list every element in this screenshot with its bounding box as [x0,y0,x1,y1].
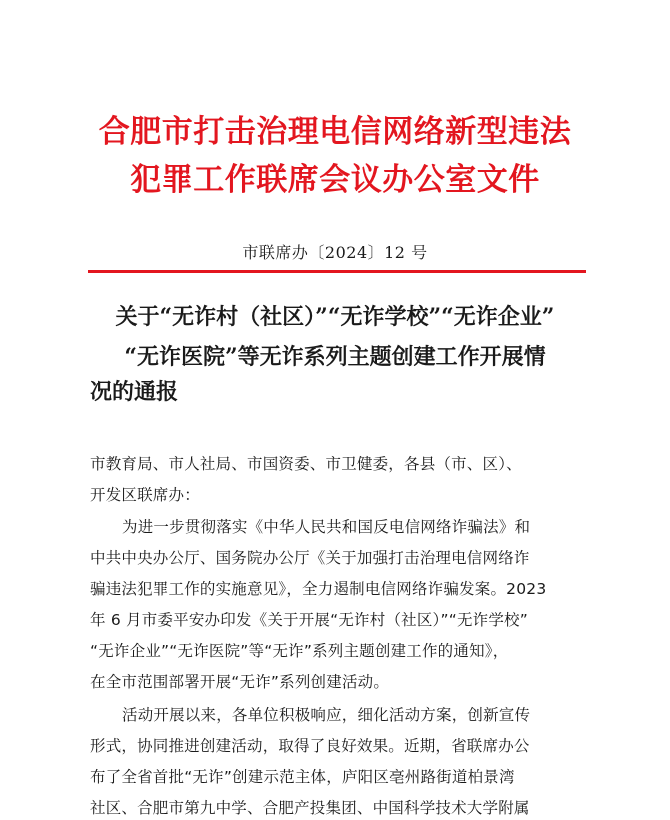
issuer-title-line-2: 犯罪工作联席会议办公室文件 [130,162,540,198]
body-line-p1-5: “无诈企业”“无诈医院”等“无诈”系列主题创建工作的通知》， [90,642,509,660]
body-line-p1-6: 在全市范围部署开展“无诈”系列创建活动。 [90,673,390,691]
body-line-p1-3: 骗违法犯罪工作的实施意见》，全力遏制电信网络诈骗发案。2023 [90,580,547,598]
document-title-line-2: “无诈医院”等无诈系列主题创建工作开展情 [124,344,546,370]
body-line-p1-2: 中共中央办公厅、国务院办公厅《关于加强打击治理电信网络诈 [90,549,530,567]
body-line-recipients-2: 开发区联席办： [90,486,200,504]
body-line-p2-4: 社区、合肥市第九中学、合肥产投集团、中国科学技术大学附属 [90,799,530,817]
body-line-p1-1: 为进一步贯彻落实《中华人民共和国反电信网络诈骗法》和 [122,518,531,536]
document-title-line-1: 关于“无诈村（社区）”“无诈学校”“无诈企业” [115,304,555,330]
issuer-title-line-1: 合肥市打击治理电信网络新型违法 [98,114,572,150]
red-divider-line [88,270,586,273]
document-number: 市联席办〔2024〕12 号 [242,243,428,262]
body-line-p1-4: 年 6 月市委平安办印发《关于开展“无诈村（社区）”“无诈学校” [90,611,528,629]
body-line-p2-3: 布了全省首批“无诈”创建示范主体，庐阳区亳州路街道柏景湾 [90,768,515,786]
body-line-recipients-1: 市教育局、市人社局、市国资委、市卫健委，各县（市、区）、 [90,455,522,473]
document-title-line-3: 况的通报 [90,379,179,405]
body-line-p2-2: 形式，协同推进创建活动，取得了良好效果。近期，省联席办公 [90,737,530,755]
body-line-p2-1: 活动开展以来，各单位积极响应，细化活动方案，创新宣传 [122,706,531,724]
